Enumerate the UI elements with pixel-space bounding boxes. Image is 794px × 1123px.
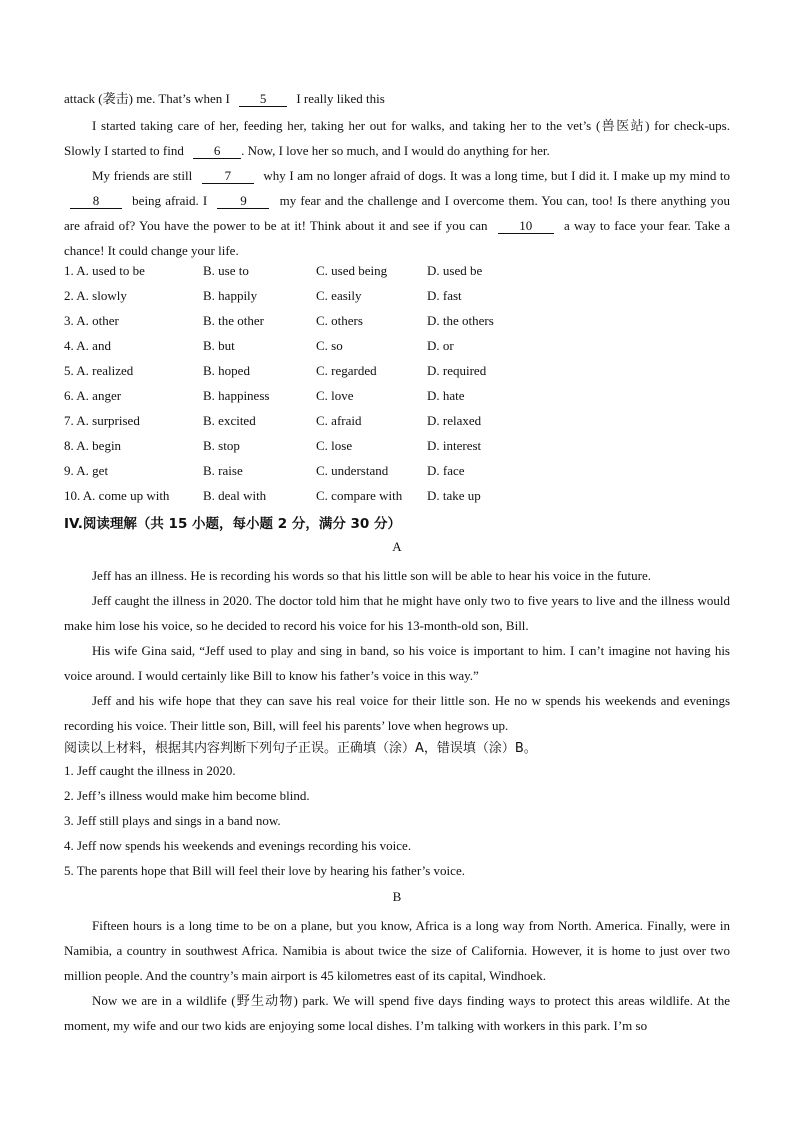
option-row	[64, 413, 730, 438]
option-row	[64, 313, 730, 338]
option-d: D. the others	[427, 313, 494, 328]
passage-text: my fear and the challenge and I overcome them. You can, too! Is there anything you are afraid of? You have the power to be at it! Think about it and see if you can	[64, 193, 731, 233]
answer-blank: 10	[498, 219, 554, 234]
option-a: 7. A. surprised	[64, 413, 140, 428]
part-b-label: B	[392, 889, 402, 904]
reading-paragraph: Jeff caught the illness in 2020. The doctor told him that he might have only two to five years to live and the illness would make him lose his voice, so he decided to record his voice for his 13-month-old son, Bill.	[64, 593, 730, 633]
passage-text: . Now, I love her so much, and I would do anything for her.	[241, 143, 550, 158]
option-b: B. use to	[203, 263, 249, 278]
reading-paragraph: Jeff has an illness. He is recording his words so that his little son will be able to hear his voice in the future.	[92, 568, 652, 583]
option-d: D. take up	[427, 488, 481, 503]
option-c: C. afraid	[316, 413, 362, 428]
reading-paragraph: His wife Gina said, “Jeff used to play and sing in band, so his voice is important to him. I can’t imagine not having his voice around. I would certainly like Bill to know his father’s voice in this way.”	[64, 643, 730, 683]
option-a: 6. A. anger	[64, 388, 122, 403]
passage-text: My friends are still	[92, 168, 193, 183]
option-b: B. the other	[203, 313, 265, 328]
answer-blank: 5	[239, 92, 287, 107]
passage-line	[64, 88, 385, 107]
option-b: B. excited	[203, 413, 256, 428]
true-false-statement: 2. Jeff’s illness would make him become blind.	[64, 788, 310, 803]
option-d: D. required	[427, 363, 487, 378]
true-false-statement: 1. Jeff caught the illness in 2020.	[64, 763, 236, 778]
option-a: 3. A. other	[64, 313, 119, 328]
option-d: D. used be	[427, 263, 483, 278]
option-d: D. or	[427, 338, 454, 353]
passage-paragraph	[64, 113, 730, 163]
reading-paragraph: Jeff and his wife hope that they can save his real voice for their little son. He no w spends his weekends and evenings recording his voice. Their little son, Bill, will feel his parents’ love when hegrows up.	[64, 693, 730, 733]
option-row	[64, 263, 730, 288]
passage-text: why I am no longer afraid of dogs. It was a long time, but I did it. I make up my mind to	[263, 168, 731, 183]
instruction-text: 阅读以上材料，根据其内容判断下列句子正误。正确填（涂）A，错误填（涂）B。	[64, 741, 537, 756]
option-c: C. understand	[316, 463, 389, 478]
section-heading: IV.阅读理解（共 15 小题，每小题 2 分，满分 30 分）	[64, 516, 402, 532]
option-d: D. hate	[427, 388, 465, 403]
option-c: C. easily	[316, 288, 362, 303]
option-b: B. hoped	[203, 363, 250, 378]
true-false-statement: 4. Jeff now spends his weekends and evenings recording his voice.	[64, 838, 412, 853]
option-c: C. regarded	[316, 363, 377, 378]
passage-text: a way to face your fear. Take a chance! It could change your life.	[64, 218, 730, 258]
option-row	[64, 488, 730, 513]
option-a: 5. A. realized	[64, 363, 134, 378]
option-row	[64, 288, 730, 313]
true-false-statement: 3. Jeff still plays and sings in a band now.	[64, 813, 281, 828]
option-b: B. deal with	[203, 488, 267, 503]
option-row	[64, 388, 730, 413]
answer-blank: 7	[202, 169, 254, 184]
option-c: C. used being	[316, 263, 388, 278]
reading-paragraph: Fifteen hours is a long time to be on a plane, but you know, Africa is a long way from North. America. Finally, were in Namibia, a country in southwest Africa. Namibia is about twice the size of California. However, it is home to just over two million people. And the country’s main airport is 45 kilometres east of its capital, Windhoek.	[64, 918, 730, 983]
option-row	[64, 438, 730, 463]
option-c: C. lose	[316, 438, 353, 453]
option-c: C. compare with	[316, 488, 403, 503]
answer-blank: 6	[193, 144, 241, 159]
option-a: 4. A. and	[64, 338, 111, 353]
option-row	[64, 338, 730, 363]
answer-blank: 8	[70, 194, 122, 209]
option-c: C. others	[316, 313, 363, 328]
option-d: D. fast	[427, 288, 462, 303]
option-b: B. stop	[203, 438, 240, 453]
option-row	[64, 463, 730, 488]
option-b: B. happiness	[203, 388, 270, 403]
passage-text: I really liked this	[296, 91, 385, 106]
option-a: 10. A. come up with	[64, 488, 170, 503]
reading-paragraph: Now we are in a wildlife (野生动物) park. We will spend five days finding ways to protect this areas wildlife. At the moment, my wife and our two kids are enjoying some local dishes. I’m talking with workers in this park. I’m so	[64, 993, 730, 1033]
option-d: D. face	[427, 463, 465, 478]
option-a: 8. A. begin	[64, 438, 122, 453]
part-a-label: A	[392, 539, 402, 554]
option-b: B. happily	[203, 288, 258, 303]
option-a: 2. A. slowly	[64, 288, 127, 303]
passage-text: I started taking care of her, feeding her, taking her out for walks, and taking her to the vet’s (兽医站) for check-ups. Slowly I started to find	[64, 118, 730, 158]
option-b: B. but	[203, 338, 235, 353]
option-b: B. raise	[203, 463, 243, 478]
passage-text: attack (袭击) me. That’s when I	[64, 91, 230, 106]
passage-text: being afraid. I	[132, 193, 208, 208]
option-d: D. relaxed	[427, 413, 482, 428]
answer-blank: 9	[217, 194, 269, 209]
true-false-statement: 5. The parents hope that Bill will feel their love by hearing his father’s voice.	[64, 863, 465, 878]
option-a: 9. A. get	[64, 463, 109, 478]
option-c: C. love	[316, 388, 354, 403]
option-a: 1. A. used to be	[64, 263, 145, 278]
option-c: C. so	[316, 338, 343, 353]
passage-paragraph	[64, 163, 730, 263]
option-d: D. interest	[427, 438, 482, 453]
option-row	[64, 363, 730, 388]
